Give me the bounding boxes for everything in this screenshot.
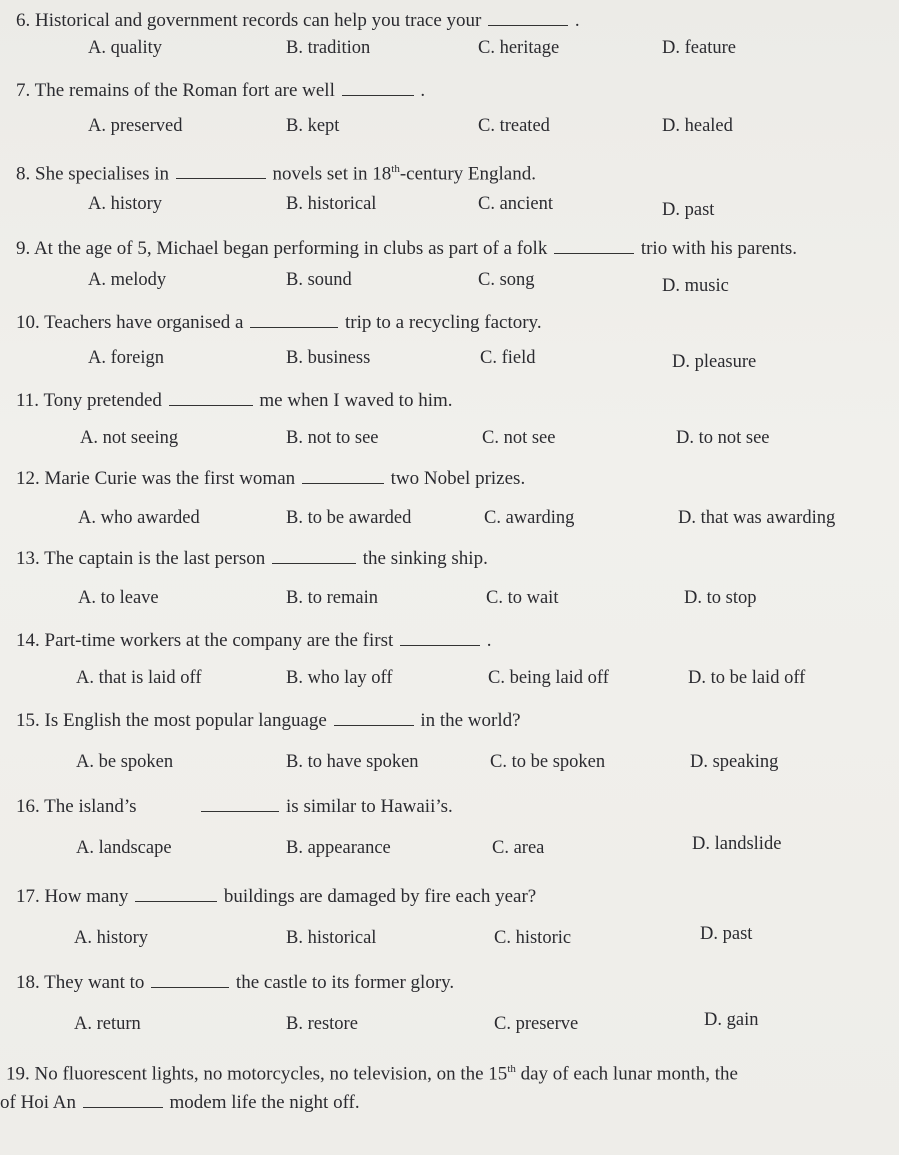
question-9 (16, 238, 891, 260)
question-13-tail: the sinking ship. (362, 548, 488, 569)
question-12-tail: two Nobel prizes. (390, 468, 526, 489)
answer-blank (176, 164, 266, 179)
options-12 (0, 508, 899, 532)
question-17 (16, 886, 891, 908)
answer-blank (272, 549, 356, 564)
option-a: A. landscape (76, 838, 172, 858)
option-c: C. song (478, 270, 535, 290)
question-12 (16, 468, 891, 490)
question-19-line2a: of Hoi An (0, 1092, 76, 1113)
question-14-tail: . (486, 630, 492, 651)
question-19-line1: 19. No fluorescent lights, no motorcycles, no television, on the 15 (6, 1063, 508, 1085)
question-7 (16, 80, 891, 102)
options-9 (0, 270, 899, 294)
options-6 (0, 38, 899, 62)
answer-blank (488, 11, 568, 26)
question-11-tail: me when I waved to him. (259, 390, 453, 411)
question-18-stem: 18. They want to (16, 972, 145, 993)
answer-blank (151, 973, 229, 988)
option-b: B. to have spoken (286, 752, 419, 772)
question-8-stem: 8. She specialises in (16, 163, 170, 185)
options-13 (0, 588, 899, 612)
question-7-stem: 7. The remains of the Roman fort are well (16, 80, 335, 101)
option-d: D. to not see (676, 428, 770, 448)
option-d: D. past (662, 200, 715, 220)
option-c: C. awarding (484, 508, 575, 528)
option-c: C. field (480, 348, 536, 368)
options-7 (0, 116, 899, 140)
answer-blank (201, 797, 279, 812)
options-17 (0, 924, 899, 952)
option-b: B. business (286, 348, 371, 368)
question-15 (16, 710, 891, 732)
option-d: D. that was awarding (678, 508, 836, 528)
question-17-stem: 17. How many (16, 886, 129, 907)
answer-blank (400, 631, 480, 646)
option-d: D. feature (662, 38, 736, 58)
option-b: B. not to see (286, 428, 379, 448)
question-12-stem: 12. Marie Curie was the first woman (16, 468, 296, 489)
option-d: D. to stop (684, 588, 757, 608)
question-6-tail: . (574, 10, 580, 31)
options-15 (0, 752, 899, 776)
question-8-tail: novels set in 18 (272, 163, 392, 185)
question-16-stem: 16. The island’s (16, 796, 137, 817)
question-7-tail: . (420, 80, 426, 101)
question-11-stem: 11. Tony pretended (16, 390, 162, 411)
answer-blank (342, 81, 414, 96)
options-10 (0, 348, 899, 372)
question-10-stem: 10. Teachers have organised a (16, 312, 244, 333)
option-a: A. be spoken (76, 752, 174, 772)
options-18 (0, 1010, 899, 1038)
question-15-stem: 15. Is English the most popular language (16, 710, 327, 731)
option-c: C. to be spoken (490, 752, 606, 772)
question-18-tail: the castle to its former glory. (235, 972, 455, 993)
option-c: C. treated (478, 116, 550, 136)
question-14 (16, 630, 891, 652)
option-d: D. landslide (692, 834, 782, 854)
answer-blank (250, 313, 338, 328)
option-c: C. area (492, 838, 545, 858)
option-b: B. who lay off (286, 668, 393, 688)
option-b: B. sound (286, 270, 352, 290)
option-a: A. foreign (88, 348, 165, 368)
question-13 (16, 548, 891, 570)
question-8-tail2: -century England. (399, 163, 536, 185)
option-b: B. kept (286, 116, 340, 136)
option-a: A. melody (88, 270, 167, 290)
question-8 (16, 158, 891, 185)
option-b: B. to remain (286, 588, 378, 608)
question-19-continued (0, 1092, 891, 1114)
option-b: B. appearance (286, 838, 391, 858)
option-b: B. historical (286, 928, 377, 948)
option-a: A. return (74, 1014, 141, 1034)
option-d: D. pleasure (672, 352, 757, 372)
question-19 (6, 1058, 891, 1085)
option-a: A. history (88, 194, 162, 214)
question-19-line1b: day of each lunar month, the (515, 1063, 738, 1085)
question-19-line2b: modem life the night off. (169, 1092, 360, 1113)
options-8 (0, 194, 899, 218)
option-b: B. restore (286, 1014, 358, 1034)
question-10-tail: trip to a recycling factory. (344, 312, 542, 333)
options-14 (0, 668, 899, 692)
ordinal-suffix: th (391, 163, 400, 175)
option-a: A. history (74, 928, 148, 948)
question-16-tail: is similar to Hawaii’s. (286, 796, 453, 817)
question-9-tail: trio with his parents. (640, 238, 798, 259)
option-a: A. preserved (88, 116, 183, 136)
question-9-stem: 9. At the age of 5, Michael began performing in clubs as part of a folk (16, 238, 548, 259)
option-d: D. healed (662, 116, 733, 136)
option-d: D. to be laid off (688, 668, 806, 688)
option-c: C. being laid off (488, 668, 609, 688)
answer-blank (83, 1093, 163, 1108)
question-18 (16, 972, 891, 994)
option-d: D. speaking (690, 752, 779, 772)
option-d: D. music (662, 276, 729, 296)
option-b: B. historical (286, 194, 377, 214)
question-17-tail: buildings are damaged by fire each year? (223, 886, 537, 907)
question-10 (16, 312, 891, 334)
option-b: B. tradition (286, 38, 371, 58)
option-c: C. to wait (486, 588, 559, 608)
option-a: A. that is laid off (76, 668, 202, 688)
options-11 (0, 428, 899, 452)
answer-blank (169, 391, 253, 406)
question-6-stem: 6. Historical and government records can help you trace your (16, 10, 482, 31)
question-14-stem: 14. Part-time workers at the company are the first (16, 630, 394, 651)
option-a: A. not seeing (80, 428, 179, 448)
answer-blank (334, 711, 414, 726)
option-c: C. not see (482, 428, 556, 448)
options-16 (0, 834, 899, 862)
question-11 (16, 390, 891, 412)
option-c: C. preserve (494, 1014, 579, 1034)
option-a: A. to leave (78, 588, 159, 608)
option-d: D. gain (704, 1010, 759, 1030)
answer-blank (554, 239, 634, 254)
question-6 (16, 10, 891, 32)
ordinal-suffix: th (507, 1063, 516, 1075)
option-d: D. past (700, 924, 753, 944)
option-a: A. quality (88, 38, 162, 58)
question-15-tail: in the world? (420, 710, 521, 731)
option-b: B. to be awarded (286, 508, 412, 528)
option-c: C. ancient (478, 194, 554, 214)
question-13-stem: 13. The captain is the last person (16, 548, 266, 569)
option-c: C. heritage (478, 38, 560, 58)
answer-blank (302, 469, 384, 484)
option-a: A. who awarded (78, 508, 200, 528)
answer-blank (135, 887, 217, 902)
option-c: C. historic (494, 928, 572, 948)
question-16 (16, 796, 891, 818)
